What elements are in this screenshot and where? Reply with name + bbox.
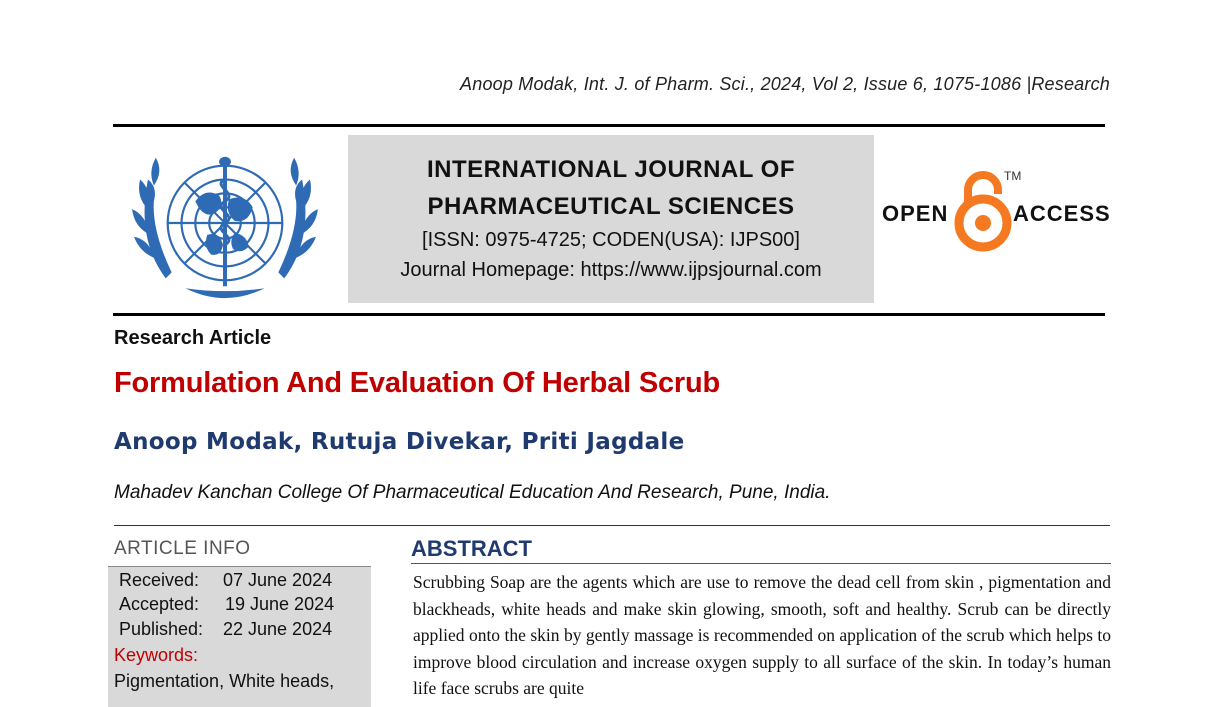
received-label: Received: bbox=[119, 570, 200, 590]
header-rule-top bbox=[113, 124, 1105, 127]
abstract-heading: ABSTRACT bbox=[411, 536, 532, 561]
open-access-word-open: OPEN bbox=[882, 201, 949, 226]
article-info-heading: ARTICLE INFO bbox=[114, 538, 251, 559]
journal-title-line2: PHARMACEUTICAL SCIENCES bbox=[427, 193, 795, 220]
article-title: Formulation And Evaluation Of Herbal Scrub bbox=[114, 367, 721, 399]
article-info-box bbox=[108, 566, 371, 707]
published-date: 22 June 2024 bbox=[223, 619, 333, 639]
article-type: Research Article bbox=[114, 327, 272, 349]
accepted-row bbox=[119, 594, 334, 615]
keywords-label: Keywords: bbox=[114, 645, 199, 665]
published-label: Published: bbox=[119, 619, 204, 639]
affiliation-divider bbox=[114, 525, 1110, 526]
journal-homepage: Journal Homepage: https://www.ijpsjournal.com bbox=[400, 259, 822, 281]
journal-title-line1: INTERNATIONAL JOURNAL OF bbox=[426, 156, 795, 183]
abstract-divider bbox=[411, 563, 1111, 564]
header-rule-bottom bbox=[113, 313, 1105, 316]
journal-title-box bbox=[348, 135, 874, 303]
keywords-value: Pigmentation, White heads, bbox=[114, 671, 335, 691]
article-affiliation: Mahadev Kanchan College Of Pharmaceutical Education And Research, Pune, India. bbox=[114, 482, 831, 503]
received-row bbox=[119, 570, 332, 591]
abstract-text: Scrubbing Soap are the agents which are use to remove the dead cell from skin , pigmentation and blackheads, white heads and make skin glowing, smooth, soft and healthy. Scrub can be directly applied onto the skin by gently massage is recommended on application of the scrub which helps to improve blood circulation and increase oxygen supply to all surface of the skin. In today’s human life face scrubs are quite bbox=[413, 572, 1111, 698]
article-authors: Anoop Modak, Rutuja Divekar, Priti Jagdale bbox=[114, 429, 685, 455]
journal-issn: [ISSN: 0975-4725; CODEN(USA): IJPS00] bbox=[422, 229, 800, 251]
open-access-word-access: ACCESS bbox=[1013, 201, 1111, 226]
accepted-date: 19 June 2024 bbox=[225, 594, 335, 614]
journal-logo-emblem bbox=[126, 140, 324, 306]
received-date: 07 June 2024 bbox=[223, 570, 333, 590]
published-row bbox=[119, 619, 332, 640]
running-header-citation: Anoop Modak, Int. J. of Pharm. Sci., 2024, Vol 2, Issue 6, 1075-1086 |Research bbox=[460, 74, 1110, 94]
open-access-trademark: TM bbox=[1004, 169, 1022, 183]
accepted-label: Accepted: bbox=[119, 594, 200, 614]
